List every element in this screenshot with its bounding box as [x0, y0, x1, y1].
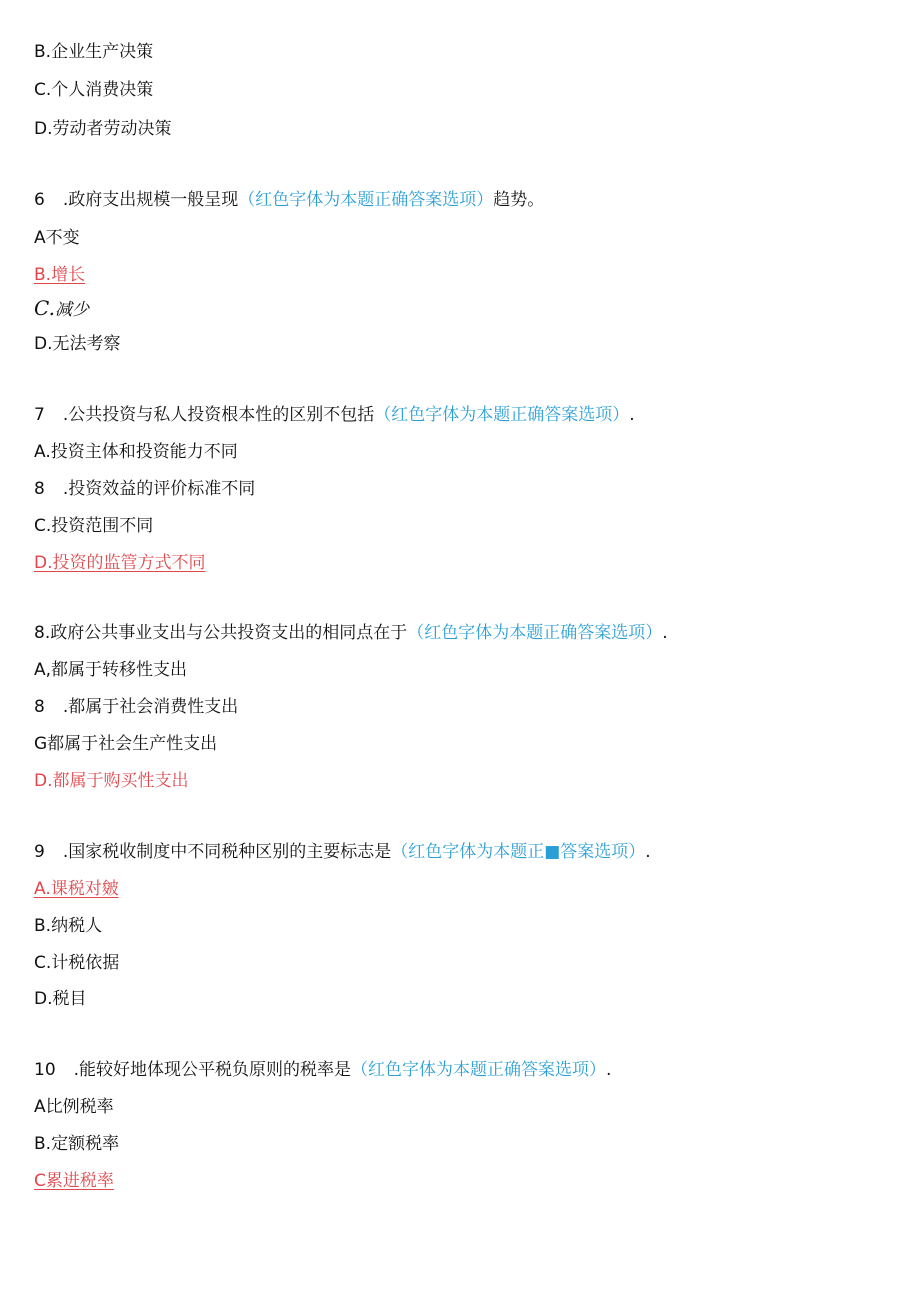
q7-stem-text: .公共投资与私人投资根本性的区别不包括	[62, 405, 375, 425]
q7-option-c: C.投资范围不同	[34, 516, 154, 536]
q6-option-d: D.无法考察	[34, 334, 121, 354]
q9-option-a-correct: A.课税对皴	[34, 879, 119, 899]
q8-stem	[34, 622, 668, 644]
q6-hint: （红色字体为本题正确答案选项）	[238, 190, 494, 210]
q9-hint: （红色字体为本题正■答案选项）	[391, 842, 646, 862]
q8-tail: .	[662, 623, 668, 643]
q9-number: 9	[34, 842, 45, 862]
q5-option-d: D.劳动者劳动决策	[34, 119, 172, 139]
q9-option-b: B.纳税人	[34, 916, 103, 936]
q8-option-b-text: .都属于社会消费性支出	[62, 697, 239, 717]
q9-option-c: C.计税依据	[34, 953, 120, 973]
q7-option-b-text: .投资效益的评价标准不同	[62, 479, 256, 499]
q7-hint: （红色字体为本题正确答案选项）	[374, 405, 630, 425]
q6-number: 6	[34, 190, 45, 210]
q5-option-c: C.个人消费决策	[34, 80, 154, 100]
q6-option-c	[34, 297, 89, 321]
q10-option-b: B.定额税率	[34, 1134, 120, 1154]
q7-option-a: A.投资主体和投资能力不同	[34, 442, 238, 462]
q7-number: 7	[34, 405, 45, 425]
q6-option-c-text: 减少	[54, 300, 89, 320]
q6-stem-text: .政府支出规模一般呈现	[62, 190, 239, 210]
q8-option-a: A,都属于转移性支出	[34, 660, 188, 680]
q8-option-b-number: 8	[34, 697, 45, 717]
q10-number: 10	[34, 1060, 56, 1080]
q10-stem-text: .能较好地体现公平税负原则的税率是	[73, 1060, 352, 1080]
q7-option-d-correct: D.投资的监管方式不同	[34, 553, 206, 573]
q6-tail: 趋势。	[493, 190, 545, 210]
q7-option-b-number: 8	[34, 479, 45, 499]
q10-option-a: A比例税率	[34, 1097, 114, 1117]
q10-tail: .	[606, 1060, 612, 1080]
q8-stem-text: 8.政府公共事业支出与公共投资支出的相同点在于	[34, 623, 408, 643]
q8-option-c: G都属于社会生产性支出	[34, 734, 218, 754]
q7-tail: .	[629, 405, 635, 425]
q7-option-b	[34, 478, 255, 500]
q6-option-b-correct: B.增长	[34, 265, 86, 285]
q6-stem	[34, 189, 544, 211]
q9-stem-text: .国家税收制度中不同税种区别的主要标志是	[62, 842, 392, 862]
q10-option-c-correct: C累进税率	[34, 1171, 114, 1191]
q9-tail: .	[645, 842, 651, 862]
q6-option-c-letter: C.	[34, 296, 55, 320]
q8-option-d-correct: D.都属于购买性支出	[34, 771, 189, 791]
q10-stem	[34, 1059, 611, 1081]
q10-hint: （红色字体为本题正确答案选项）	[351, 1060, 607, 1080]
q6-option-a: A不变	[34, 228, 80, 248]
q5-option-b: B.企业生产决策	[34, 42, 154, 62]
q8-option-b	[34, 696, 238, 718]
q8-hint: （红色字体为本题正确答案选项）	[407, 623, 663, 643]
q9-option-d: D.税目	[34, 989, 87, 1009]
q9-stem	[34, 841, 651, 863]
q7-stem	[34, 404, 635, 426]
